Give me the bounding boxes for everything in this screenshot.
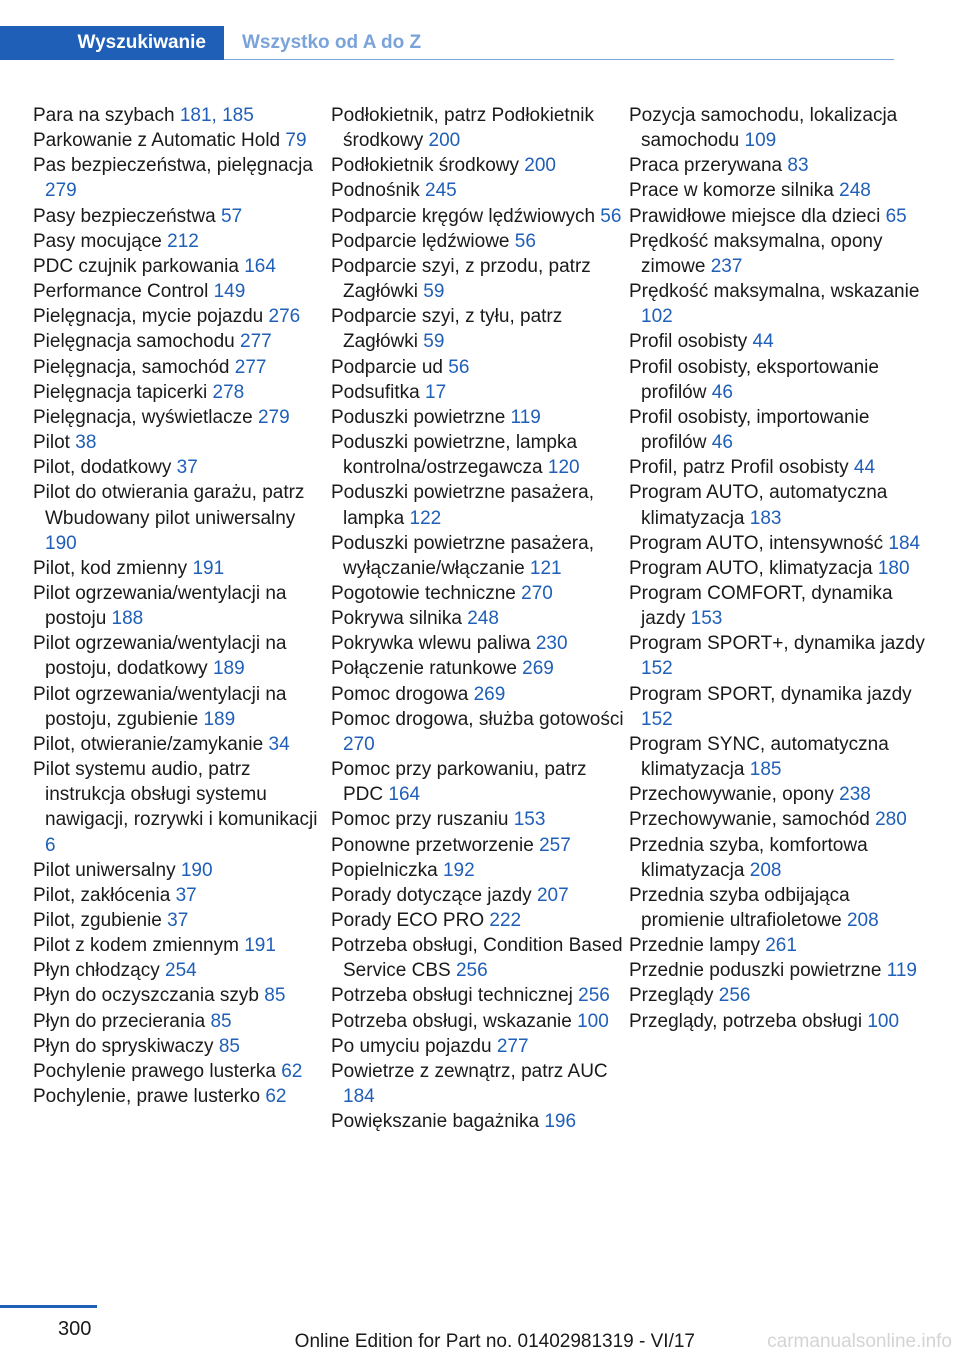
index-entry-page-link[interactable]: 152 <box>641 708 673 730</box>
index-entry <box>629 531 929 556</box>
index-entry-page-link[interactable]: 277 <box>234 356 267 378</box>
index-entry-page-link[interactable]: 102 <box>641 306 673 328</box>
index-entry-page-link[interactable]: 237 <box>710 255 743 277</box>
index-entry-term: Pilot ogrzewania/wentylacji na postoju <box>33 582 287 630</box>
index-entry-page-link[interactable]: 149 <box>213 281 246 303</box>
index-entry-page-link[interactable]: 270 <box>521 582 553 604</box>
index-entry-term: Pilot systemu audio, patrz instrukcja obsługi systemu nawigacji, rozrywki i komunikacji <box>33 759 318 831</box>
index-entry-page-link[interactable]: 208 <box>846 910 879 931</box>
index-entry-page-link[interactable]: 196 <box>544 1111 577 1133</box>
index-entry-page-link[interactable]: 200 <box>524 155 556 177</box>
index-entry-page-link[interactable]: 122 <box>409 507 442 529</box>
index-entry-page-link[interactable]: 85 <box>210 1010 232 1032</box>
index-entry-term: Profil osobisty, eksportowanie profilów <box>629 356 879 403</box>
index-entry <box>629 782 929 807</box>
index-entry-term: Pilot, otwieranie/zamykanie <box>33 733 269 755</box>
index-entry-term: Program AUTO, automatyczna klimatyzacja <box>629 482 888 529</box>
index-entry-page-link[interactable]: 46 <box>711 432 733 454</box>
index-entry <box>629 631 929 681</box>
index-entry <box>331 807 627 832</box>
index-entry <box>629 204 929 229</box>
index-entry <box>331 631 627 656</box>
index-entry-term: Po umyciu pojazdu <box>331 1035 497 1057</box>
index-entry-page-link[interactable]: 254 <box>165 960 197 982</box>
index-entry <box>33 405 329 430</box>
index-entry-page-link[interactable]: 152 <box>641 658 673 680</box>
index-entry-page-link[interactable]: 153 <box>690 608 723 630</box>
index-entry <box>629 807 929 832</box>
index-entry <box>331 983 627 1008</box>
index-entry-term: Pilot, dodatkowy <box>33 457 177 479</box>
index-entry-page-link[interactable]: 153 <box>513 809 546 831</box>
index-entry-term: Podłokietnik środkowy <box>331 155 525 177</box>
index-entry-term: Pomoc drogowa, służba gotowości <box>331 708 624 730</box>
index-entry <box>331 405 627 430</box>
index-entry-page-link[interactable]: 100 <box>577 1010 609 1032</box>
index-entry <box>33 380 329 405</box>
index-entry-term: Pochylenie prawego lusterka <box>33 1060 282 1082</box>
index-entry-page-link[interactable]: 189 <box>203 708 236 730</box>
index-entry-term: Przednia szyba odbijająca promienie ultrafioletowe <box>629 884 850 931</box>
index-entry <box>629 153 929 178</box>
index-entry-term: Przechowywanie, samochód <box>629 809 876 831</box>
index-entry-page-link[interactable]: 230 <box>535 633 568 655</box>
index-entry-term: Płyn do spryskiwaczy <box>33 1035 219 1057</box>
index-entry <box>33 757 329 858</box>
index-entry-page-link[interactable]: 185 <box>749 759 782 781</box>
index-entry-term: Podparcie kręgów lędźwiowych <box>331 205 601 227</box>
index-entry-term: Praca przerywana <box>629 155 788 177</box>
index-entry <box>331 304 627 354</box>
index-entry <box>33 883 329 908</box>
index-entry <box>629 556 929 581</box>
index-entry-term: Program AUTO, klimatyzacja <box>629 557 878 579</box>
index-entry-term: Potrzeba obsługi, Condition Based Service CBS <box>331 935 623 982</box>
index-entry-page-link[interactable]: 37 <box>167 910 189 931</box>
index-entry-term: Płyn do oczyszczania szyb <box>33 985 265 1007</box>
index-entry-page-link[interactable]: 184 <box>343 1086 375 1108</box>
index-entry-page-link[interactable]: 277 <box>240 331 272 353</box>
index-entry-term: Poduszki powietrzne pasażera, lampka <box>331 482 594 529</box>
index-entry-term: Płyn do przecierania <box>33 1010 211 1032</box>
index-entry-term: Pilot, kod zmienny <box>33 557 193 579</box>
index-entry <box>33 908 329 933</box>
index-entry-page-link[interactable]: 256 <box>578 985 610 1007</box>
index-column-2 <box>331 103 627 1134</box>
index-entry <box>331 229 627 254</box>
index-entry <box>629 883 929 933</box>
index-entry-term: Podnośnik <box>331 180 426 202</box>
index-entry-page-link[interactable]: 56 <box>514 230 536 252</box>
index-entry <box>629 732 929 782</box>
index-entry-term: Połączenie ratunkowe <box>331 658 523 680</box>
index-entry <box>331 1009 627 1034</box>
index-entry-term: PDC czujnik parkowania <box>33 255 245 277</box>
index-entry-page-link[interactable]: 120 <box>547 457 580 479</box>
index-entry-page-link[interactable]: 34 <box>268 733 290 755</box>
index-entry <box>33 556 329 581</box>
index-entry-term: Performance Control <box>33 281 214 303</box>
index-entry-term: Przeglądy <box>629 985 719 1007</box>
index-entry-term: Para na szybach <box>33 105 180 126</box>
index-entry <box>33 455 329 480</box>
index-entry-page-link[interactable]: 207 <box>536 884 569 906</box>
index-entry <box>331 380 627 405</box>
page-number-rule <box>0 1305 97 1308</box>
index-entry-page-link[interactable]: 38 <box>75 432 97 454</box>
index-entry <box>629 279 929 329</box>
index-entry <box>629 983 929 1008</box>
index-entry-page-link[interactable]: 278 <box>212 381 245 403</box>
index-entry-term: Pielęgnacja, mycie pojazdu <box>33 306 269 328</box>
index-entry-term: Przechowywanie, opony <box>629 784 840 806</box>
index-entry-page-link[interactable]: 280 <box>875 809 907 831</box>
index-entry-term: Porady dotyczące jazdy <box>331 884 537 906</box>
index-entry <box>33 355 329 380</box>
index-entry <box>33 153 329 203</box>
index-entry-term: Pilot, zgubienie <box>33 910 168 931</box>
index-entry <box>331 707 627 757</box>
watermark: carmanualsonline.info <box>767 1331 952 1352</box>
index-entry-term: Przednie poduszki powietrzne <box>629 960 887 982</box>
index-entry-page-link[interactable]: 277 <box>496 1035 529 1057</box>
index-entry-term: Pilot ogrzewania/wentylacji na postoju, dodatkowy <box>33 633 287 680</box>
index-entry-page-link[interactable]: 44 <box>752 331 774 353</box>
index-column-1 <box>33 103 329 1109</box>
index-entry-term: Pas bezpieczeństwa, pielęgnacja <box>33 155 313 177</box>
index-entry <box>33 304 329 329</box>
index-entry-term: Profil, patrz Profil osobisty <box>629 457 854 479</box>
index-entry <box>629 355 929 405</box>
index-entry-term: Podparcie szyi, z tyłu, patrz Zagłówki <box>331 306 563 353</box>
index-entry-page-link[interactable]: 181, 185 <box>179 105 254 126</box>
index-entry-term: Pomoc przy parkowaniu, patrz PDC <box>331 759 587 806</box>
index-entry <box>33 480 329 555</box>
index-entry <box>629 229 929 279</box>
index-entry-page-link[interactable]: 257 <box>539 834 571 856</box>
index-entry <box>33 958 329 983</box>
index-entry-page-link[interactable]: 65 <box>885 205 907 227</box>
index-entry-term: Pasy bezpieczeństwa <box>33 205 221 227</box>
index-entry <box>629 329 929 354</box>
index-entry-page-link[interactable]: 279 <box>45 180 77 202</box>
index-entry-page-link[interactable]: 212 <box>167 230 199 252</box>
index-entry <box>331 833 627 858</box>
index-entry <box>629 682 929 732</box>
index-entry-term: Powiększanie bagażnika <box>331 1111 545 1133</box>
index-entry-term: Pielęgnacja, samochód <box>33 356 235 378</box>
index-entry <box>629 933 929 958</box>
index-entry-page-link[interactable]: 62 <box>281 1060 303 1082</box>
index-entry-page-link[interactable]: 164 <box>388 784 421 806</box>
index-entry <box>33 254 329 279</box>
index-entry-term: Prawidłowe miejsce dla dzieci <box>629 205 886 227</box>
index-entry <box>33 128 329 153</box>
index-entry-term: Przeglądy, potrzeba obsługi <box>629 1010 868 1032</box>
index-entry-page-link[interactable]: 248 <box>467 608 499 630</box>
index-entry-term: Poduszki powietrzne <box>331 406 511 428</box>
index-entry-term: Potrzeba obsługi, wskazanie <box>331 1010 578 1032</box>
index-entry <box>331 153 627 178</box>
index-entry-term: Pomoc drogowa <box>331 683 474 705</box>
index-entry-term: Pokrywka wlewu paliwa <box>331 633 536 655</box>
index-entry-page-link[interactable]: 37 <box>176 457 198 479</box>
index-entry-page-link[interactable]: 189 <box>212 658 245 680</box>
index-entry-page-link[interactable]: 256 <box>455 960 488 982</box>
index-entry-page-link[interactable]: 256 <box>718 985 751 1007</box>
index-entry-page-link[interactable]: 188 <box>111 608 144 630</box>
index-entry <box>33 732 329 757</box>
index-entry <box>33 204 329 229</box>
index-entry <box>331 656 627 681</box>
index-entry-term: Podsufitka <box>331 381 425 403</box>
index-entry <box>33 229 329 254</box>
index-entry-term: Przednie lampy <box>629 935 766 957</box>
index-entry-term: Poduszki powietrzne, lampka kontrolna/ostrzegawcza <box>331 432 578 479</box>
index-entry-term: Pielęgnacja samochodu <box>33 331 241 353</box>
index-entry <box>331 581 627 606</box>
index-entry <box>629 178 929 203</box>
index-entry-page-link[interactable]: 190 <box>180 859 213 881</box>
index-entry-page-link[interactable]: 85 <box>264 985 286 1007</box>
index-entry-page-link[interactable]: 270 <box>343 733 375 755</box>
index-entry-term: Pilot <box>33 432 76 454</box>
index-entry-page-link[interactable]: 46 <box>711 381 733 403</box>
index-entry-term: Program COMFORT, dynamika jazdy <box>629 582 893 630</box>
index-entry-page-link[interactable]: 56 <box>600 205 622 227</box>
index-entry-page-link[interactable]: 100 <box>867 1010 900 1032</box>
index-entry <box>33 983 329 1008</box>
index-entry-page-link[interactable]: 269 <box>522 658 554 680</box>
index-entry-page-link[interactable]: 238 <box>839 784 871 806</box>
index-entry-term: Pilot ogrzewania/wentylacji na postoju, zgubienie <box>33 683 287 730</box>
index-entry-page-link[interactable]: 164 <box>244 255 276 277</box>
edition-note: Online Edition for Part no. 01402981319 - VI/17 <box>294 1331 695 1352</box>
index-entry <box>33 279 329 304</box>
index-entry-term: Pomoc przy ruszaniu <box>331 809 514 831</box>
index-entry-page-link[interactable]: 17 <box>425 381 447 403</box>
index-entry-page-link[interactable]: 119 <box>510 406 541 428</box>
index-entry <box>33 858 329 883</box>
index-entry-term: Podparcie lędźwiowe <box>331 230 515 252</box>
index-entry-term: Podłokietnik, patrz Podłokietnik środkowy <box>331 105 594 152</box>
index-entry <box>331 1059 627 1109</box>
tab-a-to-z[interactable]: Wszystko od A do Z <box>242 32 422 53</box>
index-entry-term: Pozycja samochodu, lokalizacja samochodu <box>629 105 898 152</box>
index-entry-page-link[interactable]: 269 <box>473 683 506 705</box>
index-entry-term: Pogotowie techniczne <box>331 582 522 604</box>
index-entry-term: Podparcie ud <box>331 356 449 378</box>
index-entry-term: Program SPORT, dynamika jazdy <box>629 683 912 705</box>
index-entry-page-link[interactable]: 119 <box>886 960 917 982</box>
index-entry-page-link[interactable]: 279 <box>257 406 290 428</box>
index-entry <box>331 204 627 229</box>
index-entry <box>33 933 329 958</box>
index-entry-term: Profil osobisty <box>629 331 753 353</box>
index-entry-term: Poduszki powietrzne pasażera, wyłączanie/włączanie <box>331 532 594 579</box>
index-entry <box>331 933 627 983</box>
index-column-3 <box>629 103 929 1034</box>
index-entry-term: Popielniczka <box>331 859 443 881</box>
index-entry <box>33 329 329 354</box>
index-entry-term: Prędkość maksymalna, opony zimowe <box>629 230 883 277</box>
index-entry-term: Pilot do otwierania garażu, patrz Wbudowany pilot uniwersalny <box>33 482 305 529</box>
index-entry <box>33 631 329 681</box>
index-entry-term: Pilot uniwersalny <box>33 859 181 881</box>
index-entry-term: Płyn chłodzący <box>33 960 166 982</box>
index-entry-term: Podparcie szyi, z przodu, patrz Zagłówki <box>331 255 591 303</box>
index-entry-term: Potrzeba obsługi technicznej <box>331 985 579 1007</box>
index-entry <box>33 103 329 128</box>
index-entry <box>331 355 627 380</box>
index-entry <box>629 581 929 631</box>
index-entry-page-link[interactable]: 44 <box>853 457 876 479</box>
index-entry <box>331 1109 627 1134</box>
index-entry-page-link[interactable]: 276 <box>268 306 301 328</box>
index-entry-term: Program AUTO, intensywność <box>629 532 889 554</box>
index-entry-term: Pasy mocujące <box>33 230 168 252</box>
index-entry <box>33 682 329 732</box>
index-entry-page-link[interactable]: 200 <box>428 130 461 152</box>
index-entry <box>331 254 627 304</box>
index-entry-page-link[interactable]: 59 <box>423 331 445 353</box>
index-entry <box>331 858 627 883</box>
index-entry-page-link[interactable]: 191 <box>192 557 225 579</box>
index-entry-page-link[interactable]: 261 <box>765 935 797 957</box>
index-entry-page-link[interactable]: 208 <box>749 859 782 881</box>
index-entry-page-link[interactable]: 121 <box>529 557 562 579</box>
index-entry-term: Profil osobisty, importowanie profilów <box>629 406 870 454</box>
index-entry <box>629 405 929 455</box>
index-entry-page-link[interactable]: 6 <box>45 834 56 856</box>
index-entry <box>331 757 627 807</box>
index-entry-page-link[interactable]: 191 <box>244 935 276 957</box>
index-entry-page-link[interactable]: 180 <box>877 557 910 579</box>
index-entry-term: Ponowne przetworzenie <box>331 834 540 856</box>
tab-search[interactable]: Wyszukiwanie <box>0 26 224 60</box>
index-entry <box>629 480 929 530</box>
index-entry <box>331 682 627 707</box>
index-entry-term: Prędkość maksymalna, wskazanie <box>629 281 920 303</box>
index-entry <box>331 908 627 933</box>
index-entry-term: Pochylenie, prawe lusterko <box>33 1086 266 1108</box>
index-entry-term: Pokrywa silnika <box>331 608 468 630</box>
index-entry-page-link[interactable]: 183 <box>749 507 782 529</box>
index-entry-page-link[interactable]: 37 <box>175 884 197 906</box>
index-entry <box>33 430 329 455</box>
page-number: 300 <box>58 1318 92 1340</box>
index-entry-page-link[interactable]: 190 <box>45 532 77 554</box>
header-divider <box>224 59 894 60</box>
index-entry <box>331 883 627 908</box>
index-entry <box>33 1034 329 1059</box>
header <box>0 0 960 62</box>
index-entry <box>331 103 627 153</box>
index-entry-term: Pielęgnacja tapicerki <box>33 381 213 403</box>
index-entry <box>331 606 627 631</box>
index-entry-page-link[interactable]: 248 <box>839 180 871 202</box>
index-entry-page-link[interactable]: 59 <box>423 281 445 303</box>
index-entry-page-link[interactable]: 62 <box>265 1086 287 1108</box>
index-entry <box>331 178 627 203</box>
index-entry-page-link[interactable]: 83 <box>787 155 809 177</box>
index-entry <box>33 581 329 631</box>
index-entry <box>331 531 627 581</box>
index-entry-page-link[interactable]: 85 <box>218 1035 240 1057</box>
index-entry <box>629 103 929 153</box>
index-entry-page-link[interactable]: 57 <box>221 205 243 227</box>
index-entry-page-link[interactable]: 184 <box>888 532 921 554</box>
index-entry-term: Program SYNC, automatyczna klimatyzacja <box>629 733 889 781</box>
index-entry <box>33 1059 329 1084</box>
index-entry <box>629 1009 929 1034</box>
index-entry-page-link[interactable]: 192 <box>442 859 475 881</box>
index-entry-page-link[interactable]: 109 <box>744 130 777 152</box>
index-entry <box>33 1084 329 1109</box>
index-entry <box>331 480 627 530</box>
index-entry-page-link[interactable]: 56 <box>448 356 470 378</box>
index-entry-term: Parkowanie z Automatic Hold <box>33 130 286 152</box>
index-entry-term: Pilot z kodem zmiennym <box>33 935 245 957</box>
index-entry <box>629 833 929 883</box>
index-entry-page-link[interactable]: 245 <box>425 180 457 202</box>
index-entry <box>331 430 627 480</box>
index-entry <box>629 455 929 480</box>
index-entry <box>33 1009 329 1034</box>
index-entry <box>629 958 929 983</box>
index-entry-term: Pilot, zakłócenia <box>33 884 176 906</box>
index-entry-term: Przednia szyba, komfortowa klimatyzacja <box>629 834 868 881</box>
index-entry-term: Powietrze z zewnątrz, patrz AUC <box>331 1060 608 1082</box>
index-entry-term: Prace w komorze silnika <box>629 180 840 202</box>
index-entry-term: Program SPORT+, dynamika jazdy <box>629 633 925 655</box>
index-entry <box>331 1034 627 1059</box>
index-entry-term: Pielęgnacja, wyświetlacze <box>33 406 258 428</box>
index-entry-page-link[interactable]: 222 <box>489 910 522 931</box>
index-entry-page-link[interactable]: 79 <box>285 130 307 152</box>
index-entry-term: Porady ECO PRO <box>331 910 490 931</box>
